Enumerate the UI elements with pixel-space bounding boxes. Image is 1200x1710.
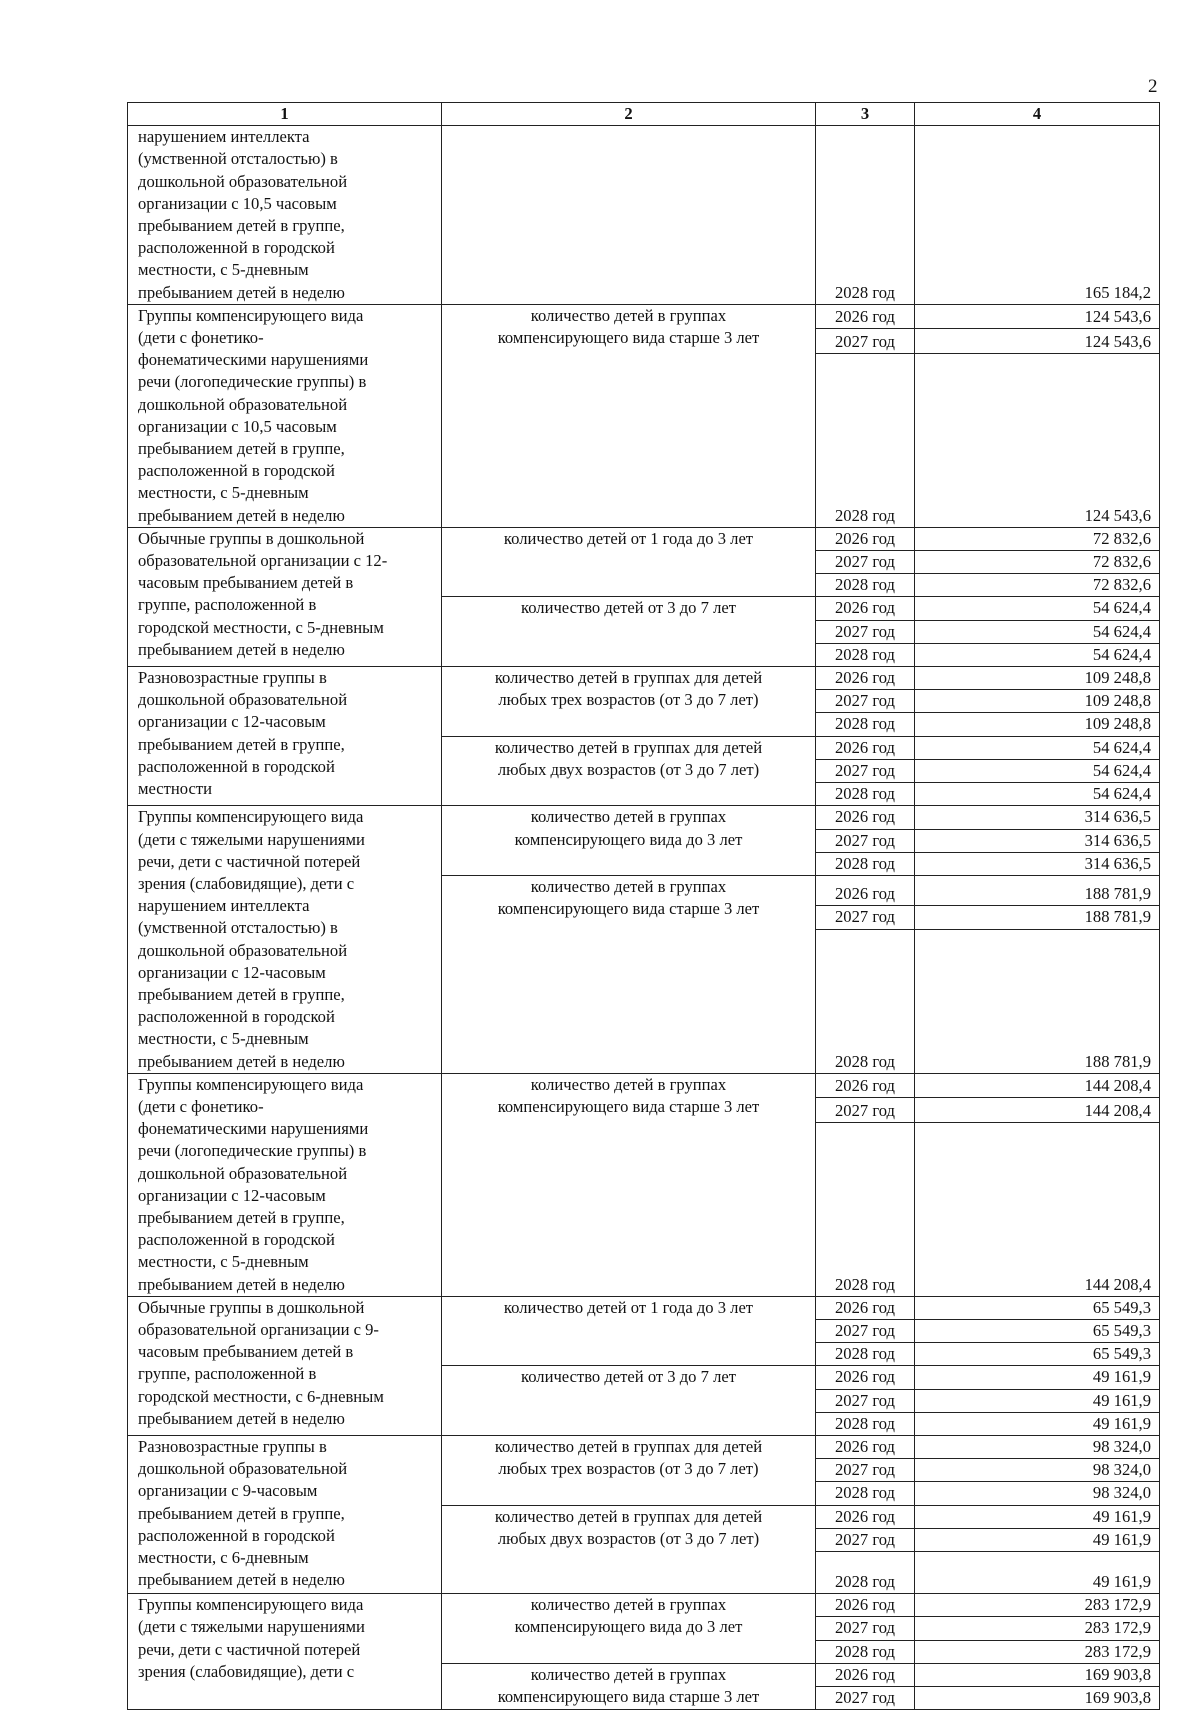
year-cell: 2028 год [816, 1343, 915, 1366]
year-cell: 2027 год [816, 620, 915, 643]
value-cell: 124 543,6 [915, 329, 1160, 354]
value-cell: 49 161,9 [915, 1552, 1160, 1594]
value-cell: 144 208,4 [915, 1122, 1160, 1296]
description-line: расположенной в городской [138, 1007, 335, 1027]
description-line: речи (логопедические группы) в [138, 1141, 367, 1161]
description-line: (дети с тяжелыми нарушениями [138, 829, 365, 849]
description-line: пребыванием детей в неделю [138, 1570, 345, 1590]
description-line: образовательной организации с 12- [138, 551, 388, 571]
year-cell: 2026 год [816, 1073, 915, 1098]
category-cell [442, 1366, 816, 1436]
description-line: пребыванием детей в неделю [138, 1274, 345, 1294]
description-line: расположенной в городской [138, 756, 335, 776]
description-line: нарушением интеллекта [138, 127, 310, 147]
description-line: расположенной в городской [138, 1525, 335, 1545]
value-cell: 72 832,6 [915, 574, 1160, 597]
value-cell: 65 549,3 [915, 1319, 1160, 1342]
category-cell [442, 597, 816, 667]
category-cell [442, 667, 816, 737]
table-row [128, 1435, 1160, 1458]
description-line: городской местности, с 6-дневным [138, 1386, 384, 1406]
category-line: количество детей от 3 до 7 лет [521, 598, 736, 618]
description-line: речи, дети с частичной потерей [138, 851, 361, 871]
value-cell: 169 903,8 [915, 1663, 1160, 1686]
value-cell: 283 172,9 [915, 1594, 1160, 1617]
table-row [128, 806, 1160, 829]
year-cell: 2026 год [816, 304, 915, 329]
value-cell: 188 781,9 [915, 875, 1160, 905]
value-cell: 124 543,6 [915, 304, 1160, 329]
description-line: Разновозрастные группы в [138, 1436, 327, 1456]
category-line: компенсирующего вида старше 3 лет [497, 328, 760, 348]
description-line: городской местности, с 5-дневным [138, 617, 384, 637]
value-cell: 98 324,0 [915, 1435, 1160, 1458]
category-cell [442, 806, 816, 876]
description-line: расположенной в городской [138, 461, 335, 481]
year-cell: 2027 год [816, 759, 915, 782]
description-line: (дети с фонетико- [138, 328, 264, 348]
year-cell: 2026 год [816, 597, 915, 620]
year-cell: 2027 год [816, 906, 915, 929]
year-cell: 2028 год [816, 852, 915, 875]
category-line: компенсирующего вида до 3 лет [514, 1617, 743, 1637]
value-cell: 144 208,4 [915, 1073, 1160, 1098]
table-row [128, 1073, 1160, 1098]
category-line: количество детей в группах [530, 1595, 727, 1615]
description-line: (дети с тяжелыми нарушениями [138, 1617, 365, 1637]
year-cell: 2028 год [816, 929, 915, 1073]
description-line: дошкольной образовательной [138, 394, 348, 414]
category-cell [442, 126, 816, 305]
category-cell [442, 875, 816, 1073]
category-line: количество детей от 1 года до 3 лет [503, 528, 754, 548]
header-col-2: 2 [442, 103, 816, 126]
table-body [128, 126, 1160, 1710]
table-row [128, 126, 1160, 305]
description-line: Группы компенсирующего вида [138, 1595, 364, 1615]
description-line: (дети с фонетико- [138, 1096, 264, 1116]
category-cell [442, 1663, 816, 1709]
value-cell: 72 832,6 [915, 551, 1160, 574]
description-line: пребыванием детей в неделю [138, 1408, 345, 1428]
category-line: компенсирующего вида до 3 лет [514, 829, 743, 849]
year-cell: 2027 год [816, 329, 915, 354]
table-row [128, 304, 1160, 329]
description-line: местности, с 5-дневным [138, 483, 309, 503]
description-line: дошкольной образовательной [138, 171, 348, 191]
year-cell: 2027 год [816, 1459, 915, 1482]
value-cell: 54 624,4 [915, 620, 1160, 643]
category-cell [442, 1073, 816, 1296]
category-cell [442, 1505, 816, 1594]
year-cell: 2026 год [816, 875, 915, 905]
year-cell: 2028 год [816, 1122, 915, 1296]
category-line: любых трех возрастов (от 3 до 7 лет) [498, 690, 759, 710]
value-cell: 54 624,4 [915, 643, 1160, 666]
description-line: фонематическими нарушениями [138, 350, 369, 370]
category-line: количество детей в группах для детей [494, 1506, 763, 1526]
value-cell: 283 172,9 [915, 1640, 1160, 1663]
year-cell: 2028 год [816, 1412, 915, 1435]
description-line: расположенной в городской [138, 238, 335, 258]
category-line: количество детей в группах [530, 305, 727, 325]
description-line: местности, с 6-дневным [138, 1548, 309, 1567]
description-line: часовым пребыванием детей в [138, 1342, 354, 1362]
header-col-1: 1 [128, 103, 442, 126]
value-cell: 49 161,9 [915, 1505, 1160, 1528]
value-cell: 49 161,9 [915, 1389, 1160, 1412]
category-line: компенсирующего вида старше 3 лет [497, 1687, 760, 1706]
category-cell [442, 527, 816, 597]
year-cell: 2028 год [816, 353, 915, 527]
description-line: пребыванием детей в группе, [138, 734, 345, 754]
description-line: зрения (слабовидящие), дети с [138, 1661, 355, 1681]
description-line: Группы компенсирующего вида [138, 1074, 364, 1094]
category-cell [442, 1594, 816, 1664]
description-line: дошкольной образовательной [138, 940, 348, 960]
description-line: часовым пребыванием детей в [138, 573, 354, 593]
description-line: зрения (слабовидящие), дети с [138, 873, 355, 893]
description-line: организации с 12-часовым [138, 712, 326, 732]
year-cell: 2026 год [816, 527, 915, 550]
value-cell: 54 624,4 [915, 597, 1160, 620]
description-line: нарушением интеллекта [138, 896, 310, 916]
year-cell: 2026 год [816, 1366, 915, 1389]
value-cell: 49 161,9 [915, 1412, 1160, 1435]
category-line: количество детей в группах [530, 807, 727, 827]
category-line: компенсирующего вида старше 3 лет [497, 899, 760, 919]
description-line: местности, с 5-дневным [138, 1252, 309, 1272]
page-number: 2 [1148, 76, 1158, 97]
year-cell: 2026 год [816, 736, 915, 759]
description-line: пребыванием детей в неделю [138, 282, 345, 302]
value-cell: 65 549,3 [915, 1296, 1160, 1319]
description-line: пребыванием детей в неделю [138, 1051, 345, 1071]
group-description [128, 806, 442, 1073]
year-cell: 2026 год [816, 1296, 915, 1319]
year-cell: 2027 год [816, 1617, 915, 1640]
value-cell: 54 624,4 [915, 783, 1160, 806]
year-cell: 2027 год [816, 1389, 915, 1412]
description-line: пребыванием детей в группе, [138, 1503, 345, 1523]
group-description [128, 1296, 442, 1435]
year-cell: 2027 год [816, 829, 915, 852]
category-line: количество детей от 1 года до 3 лет [503, 1297, 754, 1317]
value-cell: 169 903,8 [915, 1687, 1160, 1710]
description-line: пребыванием детей в неделю [138, 639, 345, 659]
year-cell: 2026 год [816, 667, 915, 690]
year-cell: 2028 год [816, 574, 915, 597]
tariff-table [127, 102, 1160, 1710]
value-cell: 98 324,0 [915, 1459, 1160, 1482]
value-cell: 283 172,9 [915, 1617, 1160, 1640]
year-cell: 2027 год [816, 690, 915, 713]
description-line: расположенной в городской [138, 1230, 335, 1250]
group-description [128, 304, 442, 527]
group-description [128, 667, 442, 806]
year-cell: 2026 год [816, 1435, 915, 1458]
description-line: пребыванием детей в неделю [138, 505, 345, 525]
year-cell: 2026 год [816, 1505, 915, 1528]
category-line: количество детей в группах для детей [494, 737, 763, 757]
category-line: количество детей в группах [530, 1074, 727, 1094]
year-cell: 2027 год [816, 551, 915, 574]
description-line: фонематическими нарушениями [138, 1119, 369, 1139]
description-line: дошкольной образовательной [138, 1163, 348, 1183]
description-line: образовательной организации с 9- [138, 1319, 379, 1339]
category-line: любых двух возрастов (от 3 до 7 лет) [497, 1528, 760, 1548]
year-cell: 2028 год [816, 643, 915, 666]
table-row [128, 1296, 1160, 1319]
value-cell: 98 324,0 [915, 1482, 1160, 1505]
value-cell: 188 781,9 [915, 906, 1160, 929]
year-cell: 2027 год [816, 1687, 915, 1710]
category-line: количество детей в группах [530, 1664, 727, 1684]
year-cell: 2027 год [816, 1098, 915, 1123]
description-line: местности, с 5-дневным [138, 260, 309, 280]
category-cell [442, 1435, 816, 1505]
value-cell: 314 636,5 [915, 806, 1160, 829]
description-line: местности [138, 779, 212, 799]
description-line: группе, расположенной в [138, 595, 317, 615]
year-cell: 2028 год [816, 1552, 915, 1594]
description-line: местности, с 5-дневным [138, 1029, 309, 1049]
value-cell: 65 549,3 [915, 1343, 1160, 1366]
category-cell [442, 304, 816, 527]
value-cell: 54 624,4 [915, 759, 1160, 782]
group-description [128, 1435, 442, 1593]
value-cell: 49 161,9 [915, 1366, 1160, 1389]
value-cell: 54 624,4 [915, 736, 1160, 759]
value-cell: 188 781,9 [915, 929, 1160, 1073]
category-line: количество детей в группах [530, 876, 727, 896]
year-cell: 2027 год [816, 1319, 915, 1342]
table-row [128, 527, 1160, 550]
description-line: пребыванием детей в группе, [138, 984, 345, 1004]
year-cell: 2028 год [816, 126, 915, 305]
year-cell: 2028 год [816, 783, 915, 806]
category-line: количество детей в группах для детей [494, 1436, 763, 1456]
group-description [128, 1594, 442, 1710]
year-cell: 2026 год [816, 806, 915, 829]
value-cell: 72 832,6 [915, 527, 1160, 550]
description-line: дошкольной образовательной [138, 1459, 348, 1479]
value-cell: 314 636,5 [915, 829, 1160, 852]
value-cell: 165 184,2 [915, 126, 1160, 305]
header-row [128, 103, 1160, 126]
description-line: Группы компенсирующего вида [138, 807, 364, 827]
group-description [128, 126, 442, 305]
year-cell: 2028 год [816, 713, 915, 736]
description-line: речи, дети с частичной потерей [138, 1639, 361, 1659]
description-line: (умственной отсталостью) в [138, 149, 338, 169]
description-line: организации с 10,5 часовым [138, 193, 337, 213]
category-line: количество детей от 3 до 7 лет [521, 1367, 736, 1387]
year-cell: 2028 год [816, 1640, 915, 1663]
value-cell: 49 161,9 [915, 1528, 1160, 1551]
year-cell: 2027 год [816, 1528, 915, 1551]
category-line: любых двух возрастов (от 3 до 7 лет) [497, 759, 760, 779]
table-row [128, 667, 1160, 690]
description-line: организации с 12-часовым [138, 962, 326, 982]
value-cell: 109 248,8 [915, 713, 1160, 736]
category-line: количество детей в группах для детей [494, 668, 763, 688]
year-cell: 2028 год [816, 1482, 915, 1505]
value-cell: 109 248,8 [915, 667, 1160, 690]
description-line: пребыванием детей в группе, [138, 439, 345, 459]
description-line: организации с 12-часовым [138, 1185, 326, 1205]
category-cell [442, 736, 816, 806]
description-line: организации с 10,5 часовым [138, 416, 337, 436]
description-line: организации с 9-часовым [138, 1481, 318, 1501]
description-line: Группы компенсирующего вида [138, 305, 364, 325]
value-cell: 144 208,4 [915, 1098, 1160, 1123]
table-row [128, 1594, 1160, 1617]
year-cell: 2026 год [816, 1594, 915, 1617]
header-col-3: 3 [816, 103, 915, 126]
description-line: дошкольной образовательной [138, 690, 348, 710]
value-cell: 109 248,8 [915, 690, 1160, 713]
year-cell: 2026 год [816, 1663, 915, 1686]
category-line: компенсирующего вида старше 3 лет [497, 1096, 760, 1116]
group-description [128, 1073, 442, 1296]
description-line: Обычные группы в дошкольной [138, 1297, 365, 1317]
description-line: группе, расположенной в [138, 1364, 317, 1384]
description-line: Разновозрастные группы в [138, 668, 327, 688]
description-line: (умственной отсталостью) в [138, 918, 338, 938]
category-line: любых трех возрастов (от 3 до 7 лет) [498, 1459, 759, 1479]
value-cell: 314 636,5 [915, 852, 1160, 875]
description-line: пребыванием детей в группе, [138, 216, 345, 236]
table-header [128, 103, 1160, 126]
description-line: пребыванием детей в группе, [138, 1207, 345, 1227]
description-line: Обычные группы в дошкольной [138, 528, 365, 548]
value-cell: 124 543,6 [915, 353, 1160, 527]
group-description [128, 527, 442, 666]
description-line: речи (логопедические группы) в [138, 372, 367, 392]
header-col-4: 4 [915, 103, 1160, 126]
category-cell [442, 1296, 816, 1366]
